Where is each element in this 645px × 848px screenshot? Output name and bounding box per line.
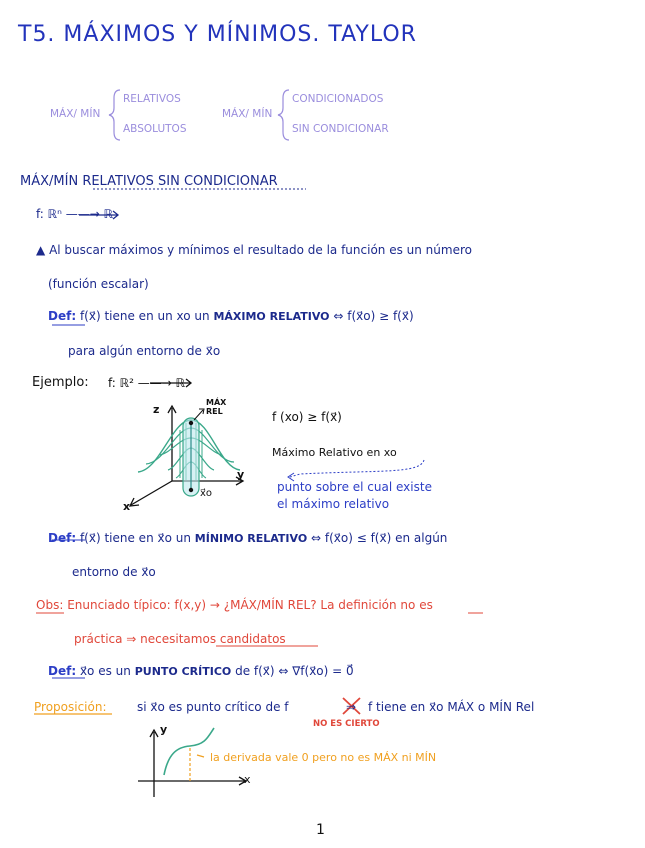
def2-term: MÍNIMO RELATIVO xyxy=(194,532,308,545)
def3 xyxy=(48,664,354,678)
axis-x-label: x xyxy=(123,500,131,513)
section-prefix: MÁX/MÍN xyxy=(20,174,79,189)
def1-term: MÁXIMO RELATIVO xyxy=(213,310,330,323)
bullet1-line2: (función escalar) xyxy=(48,277,149,291)
section-title: RELATIVOS SIN CONDICIONAR xyxy=(82,174,278,189)
bullet1 xyxy=(36,243,472,257)
def1 xyxy=(48,309,414,323)
mapping-text: f: ℝⁿ ——→ ℝ xyxy=(36,207,114,221)
right-brace xyxy=(278,90,289,140)
example-inequality: f (xo) ≥ f(x⃗) xyxy=(272,410,342,424)
proposicion-note: NO ES CIERTO xyxy=(313,719,380,729)
classification-left-item-relativos: RELATIVOS xyxy=(123,93,181,105)
axis-y-label: y xyxy=(237,468,245,481)
example-note-line2: el máximo relativo xyxy=(277,497,390,511)
max-rel-label: MÁX REL xyxy=(206,398,227,416)
classification-right-label: MÁX/ MÍN xyxy=(222,108,273,120)
graph-note: la derivada vale 0 pero no es MÁX ni MÍN xyxy=(210,751,437,764)
proposicion-text-b: f tiene en x⃗o MÁX o MÍN Rel xyxy=(368,700,535,714)
bullet1-line1: Al buscar máximos y mínimos el resultado de la función es un número xyxy=(49,243,472,257)
bullet1-marker: ▲ xyxy=(36,243,46,257)
classification-left-label: MÁX/ MÍN xyxy=(50,108,101,120)
example-note-line1: punto sobre el cual existe xyxy=(277,480,432,494)
caption-dotted-arrow xyxy=(290,460,424,477)
axis-z-label: z xyxy=(153,403,160,416)
classification-right-item-condicionados: CONDICIONADOS xyxy=(292,93,384,105)
classification-right-item-sin-condicionar: SIN CONDICIONAR xyxy=(292,123,389,135)
graph-x-label: x xyxy=(244,773,251,786)
def3-text: x⃗o es un xyxy=(79,664,131,678)
left-brace xyxy=(109,90,120,140)
example-label: Ejemplo: xyxy=(32,375,89,390)
def1-line2: para algún entorno de x⃗o xyxy=(68,344,221,358)
point-xo-label: x⃗o xyxy=(200,488,213,499)
def1-label: Def: xyxy=(48,309,77,323)
def1-text: f(x⃗) tiene en un xo un xyxy=(79,309,210,323)
proposicion-text-a: si x⃗o es punto crítico de f xyxy=(137,700,289,714)
def2 xyxy=(48,531,447,545)
obs-label: Obs: xyxy=(36,598,64,612)
page-number: 1 xyxy=(316,822,325,838)
example-graph xyxy=(130,406,243,506)
def3-term: PUNTO CRÍTICO xyxy=(134,665,232,678)
def2-text: f(x⃗) tiene en x⃗o un xyxy=(79,531,191,545)
example-caption: Máximo Relativo en xo xyxy=(272,446,397,459)
proposicion-crossed: ⇒ xyxy=(346,700,357,714)
classification-left-item-absolutos: ABSOLUTOS xyxy=(123,123,187,135)
def2-formula: ⇔ f(x⃗o) ≤ f(x⃗) en algún xyxy=(311,531,448,545)
graph-y-label: y xyxy=(160,723,168,736)
obs-line1: Enunciado típico: f(x,y) → ¿MÁX/MÍN REL? La definición no es xyxy=(67,598,433,612)
obs-line2: práctica ⇒ necesitamos candidatos xyxy=(74,632,286,646)
page-title: T5. MÁXIMOS Y MÍNIMOS. TAYLOR xyxy=(18,22,417,47)
example-mapping: f: ℝ² ——→ ℝ xyxy=(108,376,186,390)
def3-formula: de f(x⃗) ⇔ ∇f(x⃗o) = 0⃗ xyxy=(235,664,354,678)
def2-label: Def: xyxy=(48,531,77,545)
proposicion-label: Proposición: xyxy=(34,700,107,714)
def1-formula: ⇔ f(x⃗o) ≥ f(x⃗) xyxy=(333,309,414,323)
def3-label: Def: xyxy=(48,664,77,678)
section-heading xyxy=(20,174,278,189)
obs xyxy=(36,598,433,612)
def2-line2: entorno de x⃗o xyxy=(72,565,156,579)
